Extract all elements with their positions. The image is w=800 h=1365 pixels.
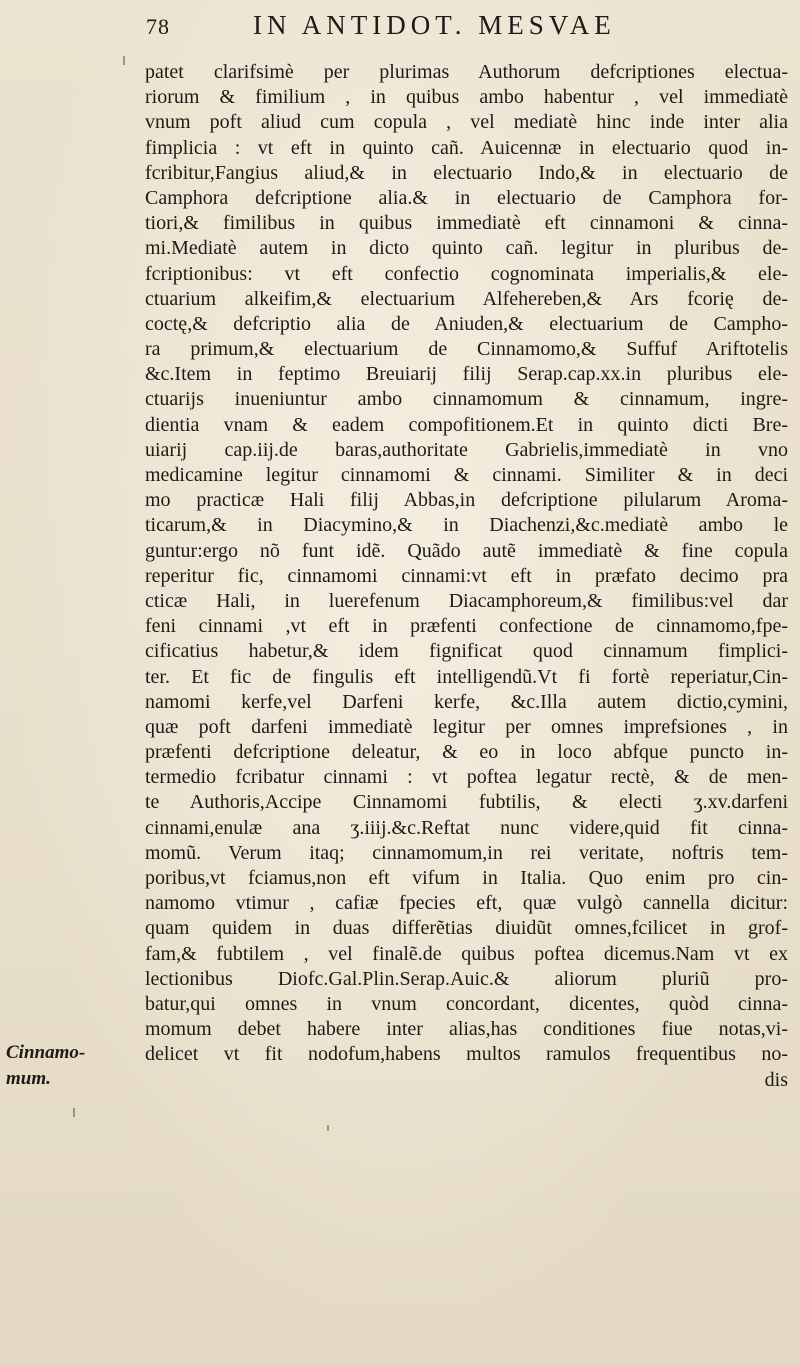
text-line: ticarum,& in Diacymino,& in Diachenzi,&c.mediatè ambo le <box>145 514 788 537</box>
marginal-note <box>6 1040 116 1092</box>
running-title: IN ANTIDOT. MESVAE <box>253 10 616 40</box>
text-line: coctę,& defcriptio alia de Aniuden,& electuarium de Campho- <box>145 312 788 335</box>
text-line: medicamine legitur cinnamomi & cinnami. Similiter & in deci <box>145 464 788 486</box>
text-line: fcribitur,Fangius aliud,& in electuario Indo,& in electuario de <box>145 161 788 184</box>
text-line: reperitur fic, cinnamomi cinnami:vt eft in præfato decimo pra <box>145 564 788 587</box>
marginal-note-line: mum. <box>6 1068 51 1089</box>
text-line: batur,qui omnes in vnum concordant, dicentes, quòd cinna- <box>145 992 788 1015</box>
text-line: vnum poft aliud cum copula , vel mediatè hinc inde inter alia <box>145 111 788 134</box>
text-line: dis <box>764 1068 788 1091</box>
text-line: cinnami,enulæ ana ʒ.iiij.&c.Reftat nunc videre,quid fit cinna- <box>145 816 788 839</box>
text-line: cificatius habetur,& idem fignificat quod cinnamum fimplici- <box>145 640 788 663</box>
text-line: namomo vtimur , cafiæ fpecies eft, quæ vulgò cannella dicitur: <box>145 892 788 915</box>
text-line: riorum & fimilium , in quibus ambo habentur , vel immediatè <box>145 86 788 109</box>
text-line: ctuarijs inueniuntur ambo cinnamomum & cinnamum, ingre- <box>145 388 788 411</box>
text-line: patet clarifsimè per plurimas Authorum defcriptiones electua- <box>145 61 788 83</box>
text-line: uiarij cap.iij.de baras,authoritate Gabrielis,immediatè in vno <box>145 438 788 461</box>
text-line: &c.Item in feptimo Breuiarij filij Serap.cap.xx.in pluribus ele- <box>145 363 788 386</box>
text-line: præfenti defcriptione deleatur, & eo in loco abfque puncto in- <box>145 741 788 764</box>
text-line: ra primum,& electuarium de Cinnamomo,& Suffuf Ariftotelis <box>145 338 788 361</box>
marginal-note-line: Cinnamo- <box>6 1042 86 1063</box>
text-line: tiori,& fimilibus in quibus immediatè eft cinnamoni & cinna- <box>145 212 788 235</box>
stray-ink-mark <box>327 1125 329 1131</box>
text-line: quæ poft darfeni immediatè legitur per omnes imprefsiones , in <box>145 715 788 738</box>
page-number: 78 <box>146 14 170 39</box>
stray-ink-mark <box>123 56 125 65</box>
text-line: delicet vt fit nodofum,habens multos ramulos frequentibus no- <box>145 1043 788 1066</box>
text-line: momum debet habere inter alias,has conditiones fiue notas,vi- <box>145 1018 788 1041</box>
text-line: lectionibus Diofc.Gal.Plin.Serap.Auic.& aliorum pluriũ pro- <box>145 967 788 990</box>
text-line: cticæ Hali, in luerefenum Diacamphoreum,& fimilibus:vel dar <box>145 589 788 612</box>
text-line: ter. Et fic de fingulis eft intelligendũ.Vt fi fortè reperiatur,Cin- <box>145 665 788 688</box>
text-line: ctuarium alkeifim,& electuarium Alfehereben,& Ars fcorię de- <box>145 287 788 310</box>
body-text <box>145 60 795 1093</box>
text-line: mi.Mediatè autem in dicto quinto cañ. legitur in pluribus de- <box>145 237 788 260</box>
text-line: fam,& fubtilem , vel finalẽ.de quibus poftea dicemus.Nam vt ex <box>145 942 788 965</box>
text-line: te Authoris,Accipe Cinnamomi fubtilis, & electi ʒ.xv.darfeni <box>145 791 788 814</box>
text-line: fcriptionibus: vt eft confectio cognominata imperialis,& ele- <box>145 262 788 285</box>
text-line: fimplicia : vt eft in quinto cañ. Auicennæ in electuario quod in- <box>145 136 788 159</box>
text-line: momũ. Verum itaq; cinnamomum,in rei veritate, noftris tem- <box>145 841 788 864</box>
text-line: quam quidem in duas differẽtias diuidũt omnes,fcilicet in grof- <box>145 917 788 940</box>
text-line: namomi kerfe,vel Darfeni kerfe, &c.Illa autem dictio,cymini, <box>145 690 788 713</box>
text-line: termedio fcribatur cinnami : vt poftea legatur rectè, & de men- <box>145 766 788 789</box>
text-line: guntur:ergo nõ funt idẽ. Quãdo autẽ immediatè & fine copula <box>145 539 788 562</box>
page-header <box>118 10 718 46</box>
text-line: dientia vnam & eadem compofitionem.Et in quinto dicti Bre- <box>145 413 788 436</box>
text-line: feni cinnami ,vt eft in præfenti confectione de cinnamomo,fpe- <box>145 615 788 638</box>
text-line: mo practicæ Hali filij Abbas,in defcriptione pilularum Aroma- <box>145 489 788 512</box>
stray-ink-mark <box>73 1108 75 1117</box>
text-line: poribus,vt fciamus,non eft vifum in Italia. Quo enim pro cin- <box>145 867 788 889</box>
text-line: Camphora defcriptione alia.& in electuario de Camphora for- <box>145 186 788 209</box>
